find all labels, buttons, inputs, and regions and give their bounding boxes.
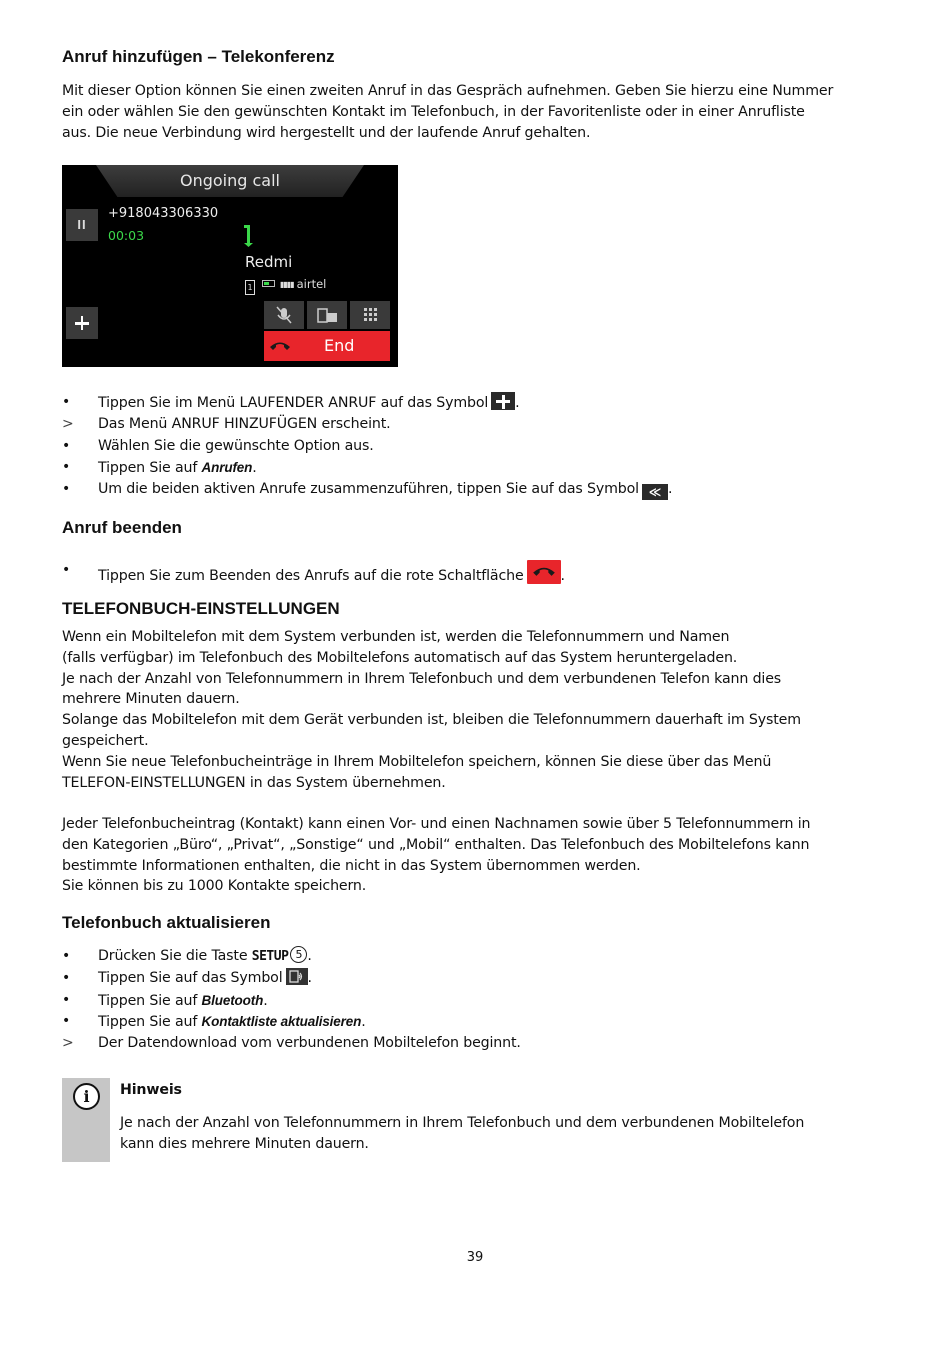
heading-end-call: Anruf beenden — [62, 518, 182, 537]
bullet-marker — [62, 457, 72, 479]
list-item: • Um die beiden aktiven Anrufe zusammenzuführen, tippen Sie auf das Symbol ≪ . — [62, 479, 842, 501]
end-call-button — [264, 331, 390, 361]
circled-number: 5 — [290, 946, 307, 963]
list-item: • Tippen Sie auf Kontaktliste aktualisieren. — [62, 1011, 842, 1033]
pause-button: II — [66, 209, 98, 241]
hangup-icon — [269, 340, 291, 352]
bullet-marker — [62, 560, 72, 582]
add-call-steps — [62, 392, 842, 501]
add-call-button — [66, 307, 98, 339]
mic-off-icon — [264, 301, 304, 329]
device-name: Redmi — [245, 253, 293, 271]
page-number: 39 — [466, 1250, 484, 1265]
bullet-marker — [62, 392, 72, 414]
sim-icon: 1 — [245, 280, 255, 295]
network-status — [245, 277, 326, 295]
transfer-button — [307, 301, 347, 329]
end-call-steps — [62, 560, 842, 582]
call-duration: 00:03 — [108, 228, 145, 243]
bullet-marker — [62, 1011, 72, 1033]
keypad-button — [350, 301, 390, 329]
heading-update-phonebook: Telefonbuch aktualisieren — [62, 913, 271, 932]
setup-key-label: SETUP — [251, 949, 289, 964]
intro-paragraph: Mit dieser Option können Sie einen zweiten Anruf in das Gespräch aufnehmen. Geben Sie hierzu eine Nummer ein oder wählen Sie den gewünschten Kontakt im Telefonbuch, in der Favoritenliste oder in einer Anrufliste aus. Die neue Verbindung wird hergestellt und der laufende Anruf gehalten. — [62, 83, 834, 141]
screen-header-title: Ongoing call — [180, 171, 280, 190]
signal-icon: ▮▮▮▮ — [280, 280, 294, 289]
list-item: • Tippen Sie auf das Symbol . — [62, 968, 842, 990]
mute-button — [264, 301, 304, 329]
list-item: > Der Datendownload vom verbundenen Mobiltelefon beginnt. — [62, 1033, 842, 1055]
list-item: > Das Menü ANRUF HINZUFÜGEN erscheint. — [62, 414, 842, 436]
list-item: • Tippen Sie im Menü LAUFENDER ANRUF auf das Symbol . — [62, 392, 842, 414]
carrier-name: airtel — [296, 277, 327, 291]
phone-settings-icon — [286, 968, 308, 985]
note-sidebar — [62, 1078, 110, 1162]
caller-number: +918043306330 — [108, 206, 219, 221]
info-icon: i — [73, 1083, 100, 1110]
list-item: • Tippen Sie auf Bluetooth. — [62, 990, 842, 1012]
battery-icon — [262, 280, 275, 287]
bullet-marker — [62, 479, 72, 501]
note-title: Hinweis — [120, 1082, 182, 1098]
end-call-label: End — [324, 336, 355, 355]
list-item: • Tippen Sie auf Anrufen. — [62, 457, 842, 479]
bullet-marker — [62, 946, 72, 968]
phonebook-paragraph-2: Jeder Telefonbucheintrag (Kontakt) kann einen Vor- und einen Nachnamen sowie über 5 Telefonnummern in den Kategorien „Büro“, „Privat“, „Sonstige“ und „Mobil“ enthalten. Das Telefonbuch des Mobiltelefons kann bestimmte Informationen enthalten, die nicht in das System übernommen werden. Sie können bis zu 1000 Kontakte speichern. — [62, 816, 811, 895]
ongoing-call-screenshot — [62, 165, 398, 367]
phonebook-paragraph-1: Wenn ein Mobiltelefon mit dem System verbunden ist, werden die Telefonnummern und Namen (falls verfügbar) im Telefonbuch des Mobiltelefons automatisch auf das System heruntergeladen. Je nach der Anzahl von Telefonnummern in Ihrem Telefonbuch und dem verbundenen Telefon kann dies mehrere Minuten dauern. Solange das Mobiltelefon mit dem Gerät verbunden ist, bleiben die Telefonnummern dauerhaft im System gespeichert. Wenn Sie neue Telefonbucheinträge in Ihrem Mobiltelefon speichern, können Sie diese über das Menü TELEFON-EINSTELLUNGEN in das System übernehmen. — [62, 629, 801, 791]
keypad-icon — [350, 301, 390, 329]
heading-add-call: Anruf hinzufügen – Telekonferenz — [62, 47, 335, 66]
bullet-marker — [62, 990, 72, 1012]
update-phonebook-steps — [62, 946, 842, 1055]
bullet-marker — [62, 436, 72, 458]
arrow-marker: > — [62, 415, 74, 432]
arrow-marker: > — [62, 1035, 74, 1052]
list-item: • Tippen Sie zum Beenden des Anrufs auf die rote Schaltfläche . — [62, 560, 842, 582]
outgoing-call-icon — [242, 221, 256, 247]
heading-phonebook-settings: TELEFONBUCH-EINSTELLUNGEN — [62, 599, 340, 618]
plus-icon — [491, 392, 515, 410]
list-item: • Wählen Sie die gewünschte Option aus. — [62, 436, 842, 458]
bullet-marker — [62, 968, 72, 990]
red-end-call-icon — [527, 560, 561, 584]
transfer-icon — [307, 301, 347, 329]
note-body: Je nach der Anzahl von Telefonnummern in Ihrem Telefonbuch und dem verbundenen Mobiltelefon kann dies mehrere Minuten dauern. — [120, 1115, 805, 1152]
list-item: • Drücken Sie die Taste SETUP 5 . — [62, 946, 842, 968]
merge-icon: ≪ — [642, 484, 668, 500]
